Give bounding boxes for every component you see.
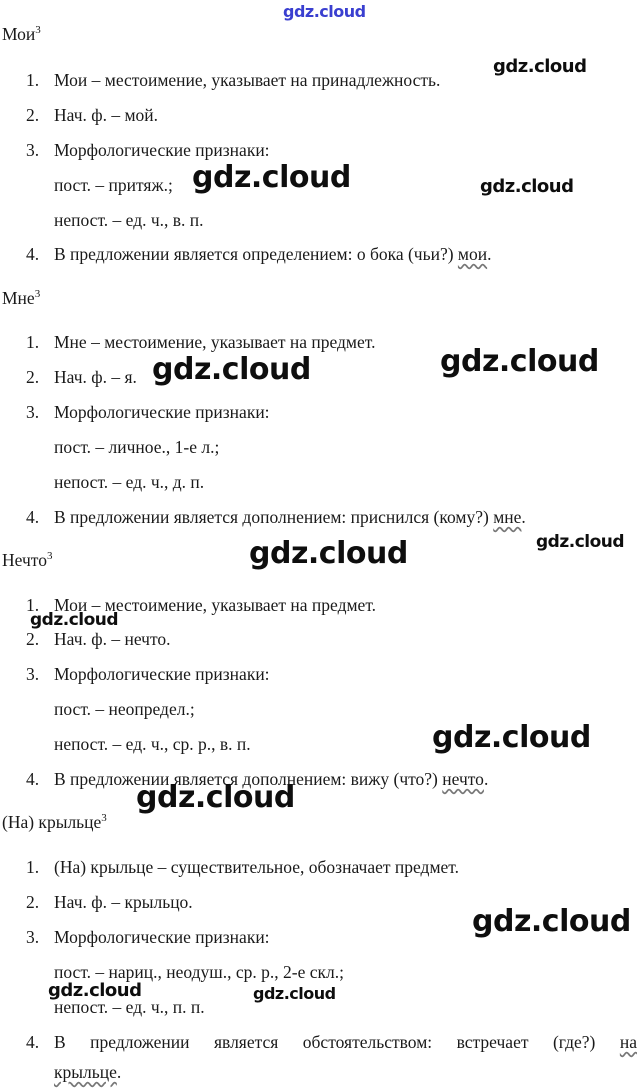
item-text: (На) крыльце – существительное, обозначает предмет. [54, 857, 459, 877]
item-text-continuation: крыльце. [54, 1062, 122, 1082]
watermark: gdz.cloud [192, 160, 351, 195]
item-text: Мои – местоимение, указывает на предмет. [54, 595, 377, 615]
watermark: gdz.cloud [253, 984, 336, 1003]
item-number: 2. [26, 629, 40, 649]
item-text: Мои – местоимение, указывает на принадлежность. [54, 70, 441, 90]
item-number: 3. [26, 140, 40, 160]
watermark: gdz.cloud [493, 56, 587, 77]
item-number: 2. [26, 105, 40, 125]
item-number: 1. [26, 595, 40, 615]
item-number: 4. [26, 244, 40, 264]
item-number: 4. [26, 769, 40, 789]
item-number: 3. [26, 664, 40, 684]
underlined-word: мои [457, 244, 488, 264]
item-text: Мне – местоимение, указывает на предмет. [54, 332, 376, 352]
watermark: gdz.cloud [249, 536, 408, 571]
item-number: 4. [26, 1032, 40, 1052]
section-heading: (На) крыльце$^3$ [2, 812, 107, 832]
item-text: В предложении является обстоятельством: встречает (где?) на [54, 1032, 637, 1052]
watermark: gdz.cloud [440, 344, 599, 379]
constant-features: пост. – притяж.; [54, 175, 173, 195]
item-text: Морфологические признаки: [54, 664, 270, 684]
item-text: Морфологические признаки: [54, 927, 270, 947]
item-text: Нач. ф. – нечто. [54, 629, 171, 649]
watermark: gdz.cloud [472, 904, 631, 939]
item-text: Морфологические признаки: [54, 140, 270, 160]
watermark: gdz.cloud [136, 780, 295, 815]
item-number: 4. [26, 507, 40, 527]
watermark: gdz.cloud [30, 610, 119, 630]
item-number: 1. [26, 70, 40, 90]
constant-features: пост. – личное., 1-е л.; [54, 437, 220, 457]
watermark: gdz.cloud [480, 176, 574, 197]
watermark: gdz.cloud [152, 352, 311, 387]
watermark: gdz.cloud [48, 980, 142, 1001]
section-heading: Мои$^3$ [2, 24, 41, 44]
item-number: 3. [26, 927, 40, 947]
watermark: gdz.cloud [283, 2, 366, 21]
item-number: 3. [26, 402, 40, 422]
item-text: Нач. ф. – я. [54, 367, 137, 387]
section-heading: Нечто$^3$ [2, 550, 53, 570]
item-number: 1. [26, 332, 40, 352]
item-text: Нач. ф. – крыльцо. [54, 892, 193, 912]
watermark: gdz.cloud [432, 720, 591, 755]
variable-features: непост. – ед. ч., д. п. [54, 472, 205, 492]
item-text: В предложении является дополнением: вижу (что?) нечто. [54, 769, 489, 789]
item-number: 2. [26, 367, 40, 387]
underlined-word: нечто [442, 769, 484, 789]
watermark: gdz.cloud [536, 532, 625, 552]
constant-features: пост. – неопредел.; [54, 699, 195, 719]
item-text: В предложении является определением: о бока (чьи?) мои. [54, 244, 492, 264]
section-heading: Мне$^3$ [2, 288, 41, 308]
variable-features: непост. – ед. ч., ср. р., в. п. [54, 734, 251, 754]
item-number: 2. [26, 892, 40, 912]
variable-features: непост. – ед. ч., п. п. [54, 997, 205, 1017]
item-text: Нач. ф. – мой. [54, 105, 159, 125]
constant-features: пост. – нариц., неодуш., ср. р., 2-е скл.; [54, 962, 344, 982]
underlined-word: мне [493, 507, 522, 527]
item-number: 1. [26, 857, 40, 877]
item-text: Морфологические признаки: [54, 402, 270, 422]
item-text: В предложении является дополнением: приснился (кому?) мне. [54, 507, 526, 527]
variable-features: непост. – ед. ч., в. п. [54, 210, 204, 230]
underlined-word: крыльце [54, 1062, 117, 1082]
